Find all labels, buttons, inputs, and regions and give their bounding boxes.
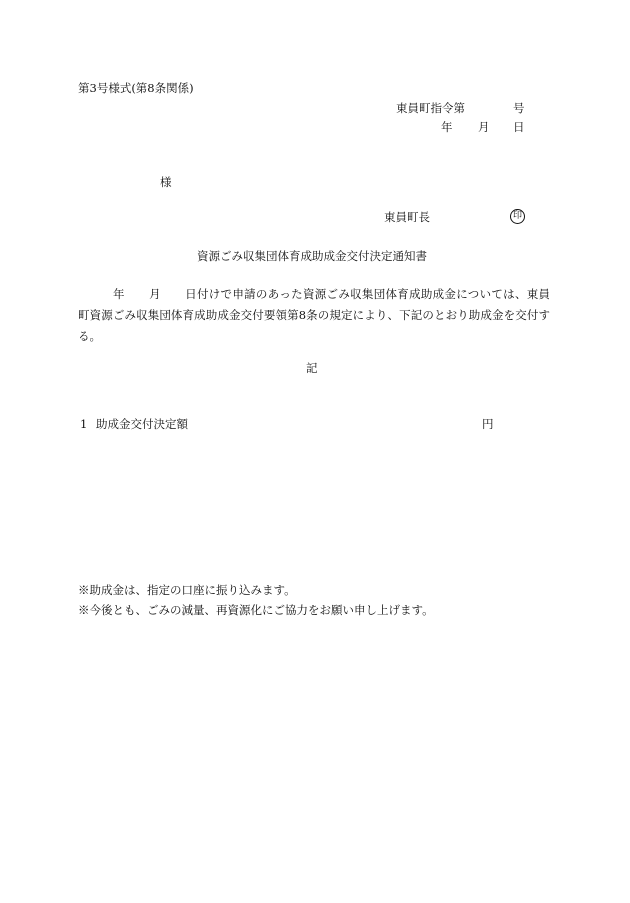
item-1-unit: 円: [482, 417, 494, 431]
body-text: 日付けで申請のあった資源ごみ収集団体育成助成金については、東員町資源ごみ収集団体育成助成金交付要領第8条の規定により、下記のとおり助成金を交付する。: [78, 287, 551, 343]
date-day: 日: [513, 120, 525, 134]
ki-heading: 記: [306, 361, 318, 375]
seal-mark: 印: [510, 209, 525, 224]
note-item: ※助成金は、指定の口座に振り込みます。: [78, 583, 296, 597]
note-item: ※今後とも、ごみの減量、再資源化にご協力をお願い申し上げます。: [78, 603, 434, 617]
body-paragraph: [78, 284, 550, 347]
body-month: 月: [148, 287, 161, 301]
item-1-number: 1: [80, 417, 88, 431]
body-year: 年: [113, 287, 125, 301]
date-month: 月: [478, 120, 490, 134]
date-year: 年: [441, 120, 453, 134]
document-number-prefix: 東員町指令第: [396, 101, 465, 115]
form-label: 第3号様式(第8条関係): [78, 81, 194, 95]
addressee-suffix: 様: [160, 175, 172, 189]
item-1-label: 助成金交付決定額: [96, 417, 188, 431]
document-number-suffix: 号: [513, 101, 525, 115]
document-title: 資源ごみ収集団体育成助成金交付決定通知書: [197, 249, 427, 263]
issuer-title: 東員町長: [384, 210, 430, 224]
